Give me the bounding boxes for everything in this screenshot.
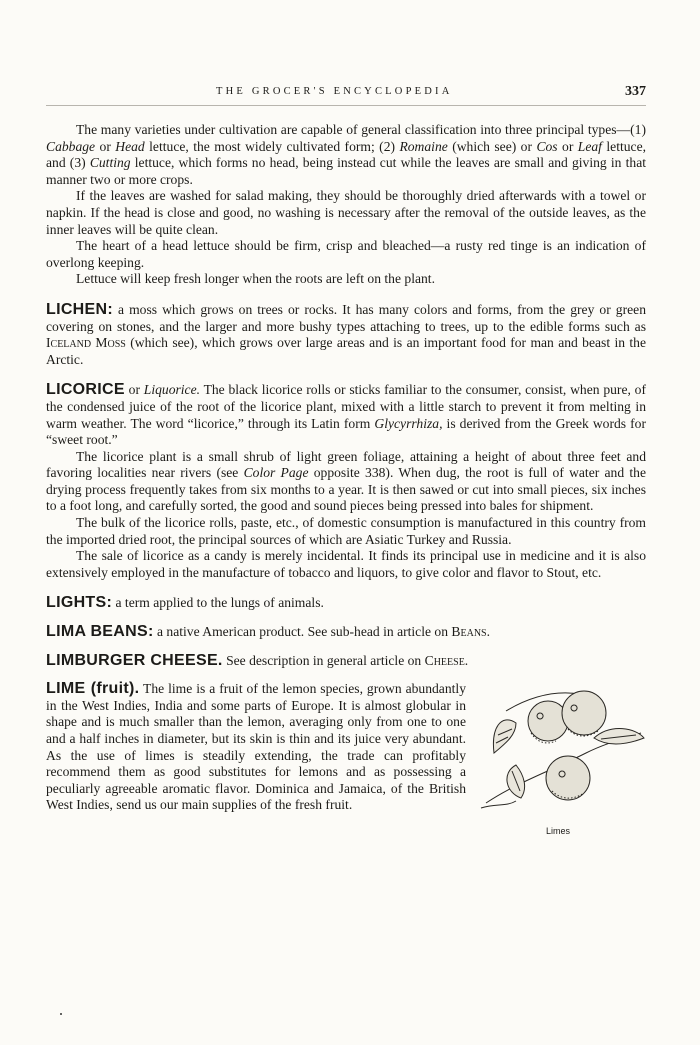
lettuce-paragraph-4: Lettuce will keep fresh longer when the roots are left on the plant. [76, 271, 435, 287]
limes-drawing [476, 683, 646, 823]
lettuce-paragraph-3: The heart of a head lettuce should be firm, crisp and bleached—a rusty red tinge is an indication of overlong keeping. [46, 238, 646, 270]
page-number: 337 [625, 84, 646, 99]
page-speck [60, 1013, 62, 1015]
entry-licorice: LICORICE or Liquorice. The black licorice rolls or sticks familiar to the consumer, consist, when pure, of the condensed juice of the root of the licorice plant, mixed with a little starch to prevent it from melting in warm weather. The word “licorice,” through its Latin form Glycyrrhiza, is derived from the Greek words for “sweet root.” [46, 381, 646, 448]
page-body [46, 122, 646, 839]
entry-heading: LICHEN: [46, 300, 113, 318]
lettuce-paragraph-2: If the leaves are washed for salad making, they should be thoroughly dried afterwards with a towel or napkin. If the head is close and good, no washing is necessary after the removal of the outside leaves, as the inner leaves will be quite clean. [46, 188, 646, 237]
running-title: THE GROCER'S ENCYCLOPEDIA [216, 86, 453, 97]
entry-limburger-cheese: LIMBURGER CHEESE. See description in general article on Cheese. [46, 651, 469, 669]
entry-lichen: LICHEN: a moss which grows on trees or rocks. It has many colors and forms, from the grey or green covering on stones, and the larger and more bushy types attaching to trees, up to the edible forms such as Iceland Moss (which see), which grows over large areas and is an important food for man and beast in the Arctic. [46, 300, 646, 367]
page-header [46, 86, 646, 106]
header-rule [46, 105, 646, 106]
entry-heading: LICORICE [46, 381, 125, 399]
licorice-paragraph-3: The bulk of the licorice rolls, paste, etc., of domestic consumption is manufactured in this country from the imported dried root, the principal sources of which are Asiatic Turkey and Russia. [46, 515, 646, 547]
licorice-paragraph-4: The sale of licorice as a candy is merely incidental. It finds its principal use in medicine and it is also extensively employed in the manufacture of tobacco and liquors, to give color and flavor to Stout, etc. [46, 548, 646, 580]
entry-lights: LIGHTS: a term applied to the lungs of animals. [46, 594, 324, 612]
figure-caption: Limes [546, 826, 571, 837]
entry-heading: LIMBURGER CHEESE. [46, 651, 223, 669]
lettuce-paragraph-1: The many varieties under cultivation are capable of general classification into three principal types—(1) Cabbage or Head lettuce, the most widely cultivated form; (2) Romaine (which see) or Cos or Leaf lettuce, and (3) Cutting lettuce, which forms no head, being instead cut while the leaves are small and giving in that manner two or more crops. [46, 122, 647, 187]
entry-heading: LIME (fruit). [46, 680, 140, 698]
entry-lime: Limes LIME (fruit). The lime is a fruit of the lemon species, grown abundantly in the West Indies, India and some parts of Europe. It is almost globular in shape and is much smaller than the lemon, averaging only from one to one and a half inches in diameter, but its skin is thin and its juice very abundant. As the use of limes is steadily extending, the trade can profitably recommend them as good substitutes for lemons and as possessing a peculiarly agreeable aromatic flavor. Dominica and Jamaica, of the British West Indies, send us our main supplies of the fresh fruit. [46, 681, 646, 814]
limes-illustration [476, 683, 646, 835]
entry-lima-beans: LIMA BEANS: a native American product. See sub-head in article on Beans. [46, 623, 491, 641]
entry-heading: LIMA BEANS: [46, 623, 154, 641]
entry-heading: LIGHTS: [46, 594, 113, 612]
licorice-paragraph-2: The licorice plant is a small shrub of light green foliage, attaining a height of about three feet and favoring localities near rivers (see Color Page opposite 338). When dug, the root is full of water and the drying process frequently takes from six months to a year. It is then sawed or cut into small pieces, six inches to a foot long, and carefully sorted, the good and sound pieces being pressed into bales for shipment. [46, 448, 646, 514]
